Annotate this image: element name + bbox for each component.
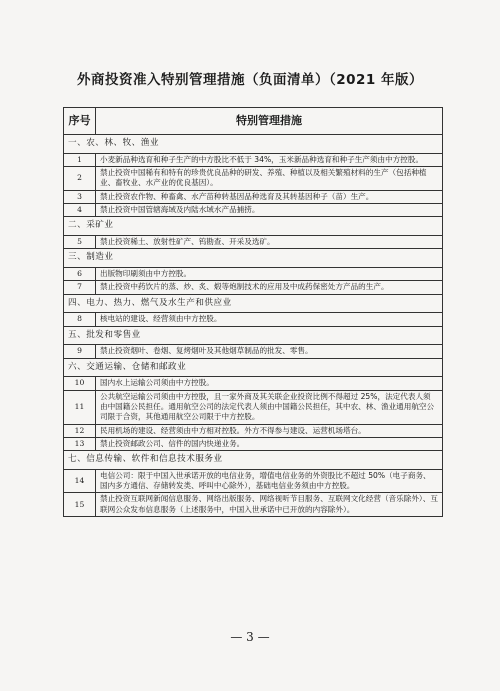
table-row bbox=[64, 281, 443, 294]
row-number: 12 bbox=[64, 424, 96, 437]
table-row bbox=[64, 203, 443, 216]
measure-text: 禁止投资烟叶、卷烟、复烤烟叶及其他烟草制品的批发、零售。 bbox=[96, 345, 443, 358]
table-row bbox=[64, 235, 443, 248]
category-row bbox=[64, 326, 443, 345]
category-row bbox=[64, 358, 443, 377]
page-number: — 3 — bbox=[230, 630, 270, 644]
table-row bbox=[64, 377, 443, 390]
row-number: 10 bbox=[64, 377, 96, 390]
row-number: 5 bbox=[64, 235, 96, 248]
category-label: 七、信息传输、软件和信息技术服务业 bbox=[64, 451, 443, 470]
table-row bbox=[64, 437, 443, 450]
table-row bbox=[64, 153, 443, 166]
measure-text: 小麦新品种选育和种子生产的中方股比不低于 34%，玉米新品种选育和种子生产须由中方控股。 bbox=[96, 153, 443, 166]
row-number: 14 bbox=[64, 469, 96, 493]
header-measures: 特别管理措施 bbox=[96, 108, 443, 135]
measure-text: 出版物印刷须由中方控股。 bbox=[96, 267, 443, 280]
measure-text: 公共航空运输公司须由中方控股，且一家外商及其关联企业投资比例不得超过 25%，法定代表人须由中国籍公民担任。通用航空公司的法定代表人须由中国籍公民担任，其中农、林、渔业通用航空公司限于合资，其他通用航空公司限于中方控股。 bbox=[96, 390, 443, 424]
measure-text: 禁止投资中国稀有和特有的珍贵优良品种的研发、养殖、种植以及相关繁殖材料的生产（包括种植业、畜牧业、水产业的优良基因）。 bbox=[96, 167, 443, 191]
table-row bbox=[64, 313, 443, 326]
row-number: 9 bbox=[64, 345, 96, 358]
table-row bbox=[64, 345, 443, 358]
row-number: 3 bbox=[64, 190, 96, 203]
category-label: 五、批发和零售业 bbox=[64, 326, 443, 345]
measure-text: 国内水上运输公司须由中方控股。 bbox=[96, 377, 443, 390]
document-title: 外商投资准入特别管理措施（负面清单）（2021 年版） bbox=[76, 72, 424, 88]
category-label: 六、交通运输、仓储和邮政业 bbox=[64, 358, 443, 377]
row-number: 4 bbox=[64, 203, 96, 216]
measure-text: 禁止投资互联网新闻信息服务、网络出版服务、网络视听节目服务、互联网文化经营（音乐除外）、互联网公众发布信息服务（上述服务中，中国入世承诺中已开放的内容除外）。 bbox=[96, 493, 443, 517]
measure-text: 禁止投资邮政公司、信件的国内快递业务。 bbox=[96, 437, 443, 450]
table-row bbox=[64, 267, 443, 280]
table-row bbox=[64, 190, 443, 203]
category-label: 一、农、林、牧、渔业 bbox=[64, 135, 443, 154]
row-number: 15 bbox=[64, 493, 96, 517]
row-number: 7 bbox=[64, 281, 96, 294]
header-no: 序号 bbox=[64, 108, 96, 135]
table-header-row bbox=[64, 108, 443, 135]
measure-text: 禁止投资农作物、种畜禽、水产苗种转基因品种选育及其转基因种子（苗）生产。 bbox=[96, 190, 443, 203]
measure-text: 核电站的建设、经营须由中方控股。 bbox=[96, 313, 443, 326]
category-label: 四、电力、热力、燃气及水生产和供应业 bbox=[64, 294, 443, 313]
measure-text: 禁止投资稀土、放射性矿产、钨勘查、开采及选矿。 bbox=[96, 235, 443, 248]
measure-text: 禁止投资中药饮片的蒸、炒、炙、煅等炮制技术的应用及中成药保密处方产品的生产。 bbox=[96, 281, 443, 294]
negative-list-table bbox=[63, 107, 443, 517]
row-number: 8 bbox=[64, 313, 96, 326]
category-label: 三、制造业 bbox=[64, 249, 443, 268]
table-row bbox=[64, 167, 443, 191]
category-label: 二、采矿业 bbox=[64, 217, 443, 236]
table-row bbox=[64, 390, 443, 424]
row-number: 13 bbox=[64, 437, 96, 450]
table-row bbox=[64, 424, 443, 437]
row-number: 6 bbox=[64, 267, 96, 280]
measure-text: 禁止投资中国管辖海域及内陆水域水产品捕捞。 bbox=[96, 203, 443, 216]
row-number: 2 bbox=[64, 167, 96, 191]
category-row bbox=[64, 217, 443, 236]
table-row bbox=[64, 493, 443, 517]
table-row bbox=[64, 469, 443, 493]
measure-text: 民用机场的建设、经营须由中方相对控股。外方不得参与建设、运营机场塔台。 bbox=[96, 424, 443, 437]
measure-text: 电信公司：限于中国入世承诺开放的电信业务，增值电信业务的外资股比不超过 50%（电子商务、国内多方通信、存储转发类、呼叫中心除外），基础电信业务须由中方控股。 bbox=[96, 469, 443, 493]
category-row bbox=[64, 249, 443, 268]
category-row bbox=[64, 135, 443, 154]
row-number: 1 bbox=[64, 153, 96, 166]
category-row bbox=[64, 451, 443, 470]
category-row bbox=[64, 294, 443, 313]
table-body bbox=[64, 135, 443, 517]
row-number: 11 bbox=[64, 390, 96, 424]
